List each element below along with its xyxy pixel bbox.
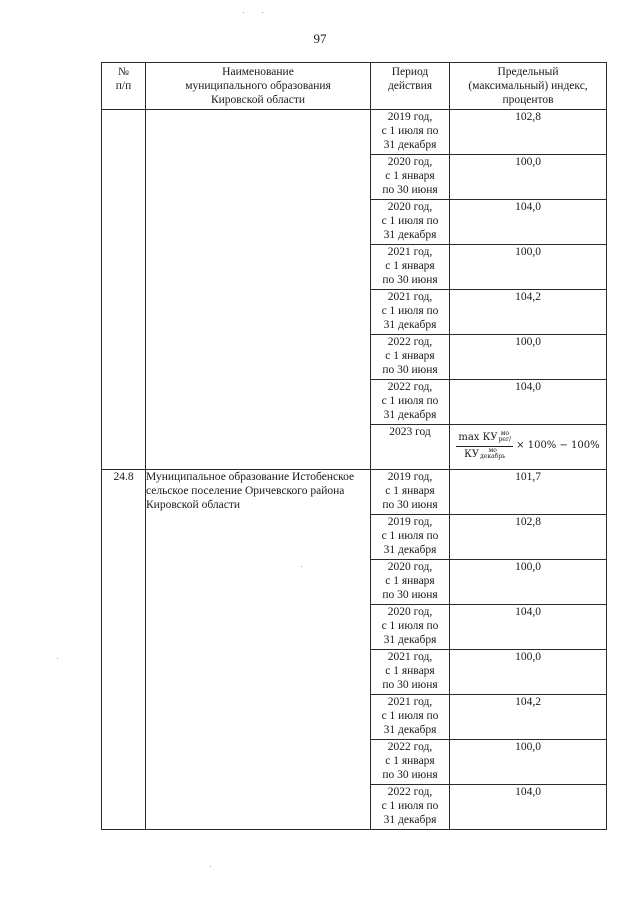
table-row	[102, 470, 607, 515]
period-cell: 2022 год, с 1 июля по 31 декабря	[371, 785, 450, 830]
index-value-cell: 104,0	[450, 605, 607, 650]
index-value-cell: 100,0	[450, 650, 607, 695]
formula-index-marks	[480, 448, 505, 460]
header-index: Предельный (максимальный) индекс, процентов	[450, 63, 607, 110]
index-value-cell: 104,0	[450, 785, 607, 830]
period-cell: 2019 год, с 1 января по 30 июня	[371, 470, 450, 515]
index-value-cell: 100,0	[450, 740, 607, 785]
header-number: № п/п	[102, 63, 146, 110]
period-cell: 2022 год, с 1 января по 30 июня	[371, 335, 450, 380]
index-value-cell: 101,7	[450, 470, 607, 515]
index-formula-cell	[450, 425, 607, 470]
formula-superscript: мо	[500, 430, 510, 437]
period-cell: 2021 год, с 1 января по 30 июня	[371, 245, 450, 290]
tariff-index-table	[101, 62, 607, 830]
period-cell: 2019 год, с 1 июля по 31 декабря	[371, 515, 450, 560]
formula-term-text: КУ	[464, 448, 480, 460]
formula-subscript: рег/	[498, 436, 512, 443]
municipality-name-cell	[146, 110, 371, 470]
index-value-cell: 100,0	[450, 335, 607, 380]
period-cell: 2021 год, с 1 января по 30 июня	[371, 650, 450, 695]
period-cell: 2021 год, с 1 июля по 31 декабря	[371, 290, 450, 335]
table-header-row	[102, 63, 607, 110]
formula-term-text: max КУ	[458, 431, 498, 443]
index-value-cell: 104,0	[450, 200, 607, 245]
period-cell: 2020 год, с 1 июля по 31 декабря	[371, 605, 450, 650]
period-cell: 2020 год, с 1 января по 30 июня	[371, 560, 450, 605]
formula-subscript: декабрь	[480, 453, 506, 460]
index-value-cell: 100,0	[450, 560, 607, 605]
period-cell: 2022 год, с 1 января по 30 июня	[371, 740, 450, 785]
header-municipality: Наименование муниципального образования Кировской области	[146, 63, 371, 110]
index-value-cell: 104,2	[450, 290, 607, 335]
index-value-cell: 104,2	[450, 695, 607, 740]
index-value-cell: 104,0	[450, 380, 607, 425]
scan-speck	[57, 658, 58, 659]
index-value-cell: 100,0	[450, 155, 607, 200]
period-cell: 2021 год, с 1 июля по 31 декабря	[371, 695, 450, 740]
scan-speck	[262, 12, 263, 13]
municipality-name-cell: Муниципальное образование Истобенское сельское поселение Оричевского района Кировской области	[146, 470, 371, 830]
formula-superscript: мо	[488, 447, 497, 454]
index-value-cell: 102,8	[450, 515, 607, 560]
index-value-cell: 100,0	[450, 245, 607, 290]
header-period: Период действия	[371, 63, 450, 110]
period-cell: 2023 год	[371, 425, 450, 470]
page-number: 97	[313, 31, 327, 46]
index-value-cell: 102,8	[450, 110, 607, 155]
period-cell: 2019 год, с 1 июля по 31 декабря	[371, 110, 450, 155]
scan-speck	[243, 12, 244, 13]
row-number-cell	[102, 110, 146, 470]
period-cell: 2020 год, с 1 июля по 31 декабря	[371, 200, 450, 245]
table-row	[102, 110, 607, 155]
formula-tail: × 100% − 100%	[516, 440, 600, 451]
formula-bot-term	[462, 447, 507, 462]
index-formula	[450, 425, 606, 467]
row-number-cell: 24.8	[102, 470, 146, 830]
period-cell: 2022 год, с 1 июля по 31 декабря	[371, 380, 450, 425]
formula-index-marks	[499, 431, 512, 443]
formula-fraction	[456, 431, 513, 462]
period-cell: 2020 год, с 1 января по 30 июня	[371, 155, 450, 200]
formula-top-term	[456, 431, 513, 447]
scan-speck	[210, 866, 211, 867]
